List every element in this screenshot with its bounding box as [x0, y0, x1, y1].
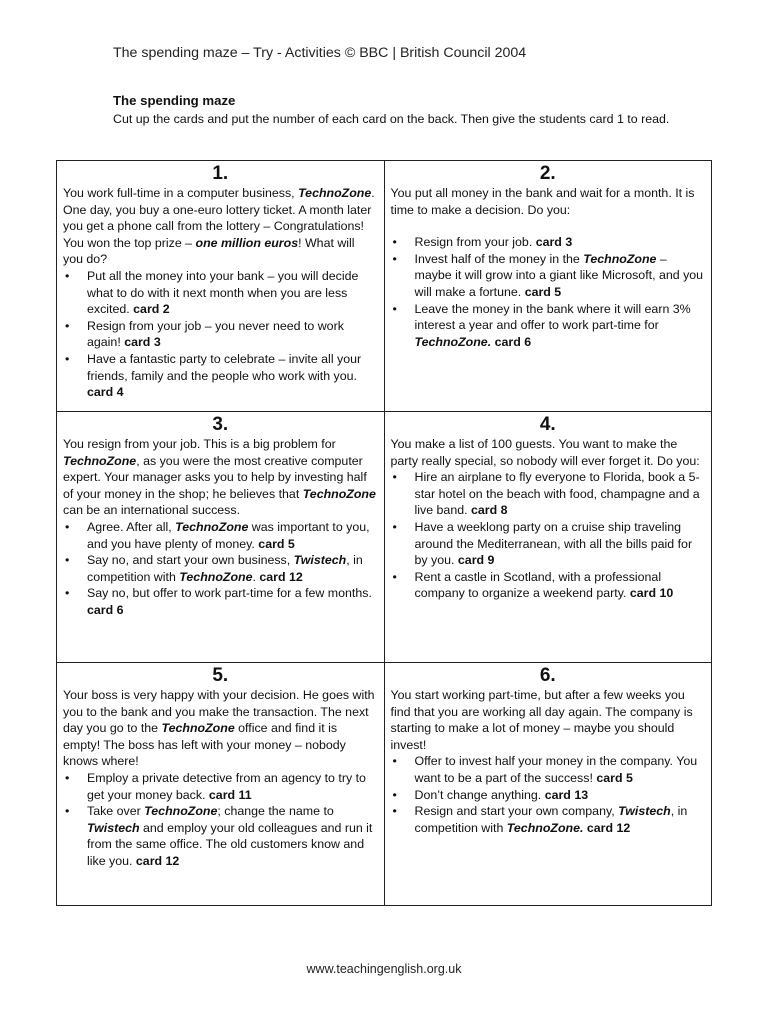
text-segment: You make a list of 100 guests. You want to make the party really special, so nobody will ever forget it. Do you:: [390, 437, 700, 468]
company-name: TechnoZone: [302, 486, 376, 501]
options-list: [63, 770, 378, 870]
text-segment: Resign from your job – you never need to work again!: [87, 318, 344, 350]
option-item: [63, 803, 378, 869]
company-name: TechnoZone.: [414, 334, 492, 349]
card-number: 5.: [212, 665, 229, 686]
text-segment: Offer to invest half your money in the company. You want to be a part of the success!: [414, 754, 698, 785]
card-reference: card 6: [494, 334, 532, 349]
option-item: [391, 469, 706, 519]
text-segment: Invest half of the money in the: [414, 251, 584, 266]
text-segment: , in competition with: [87, 553, 363, 584]
company-name: one million euros: [195, 235, 299, 250]
company-name: TechnoZone: [175, 519, 249, 534]
text-segment: You work full-time in a computer business,: [63, 186, 299, 200]
company-name: Twistech: [87, 820, 140, 835]
card-reference: card 5: [258, 536, 295, 551]
text-segment: Have a weeklong party on a cruise ship traveling around the Mediterranean, with all the bills paid for by you.: [414, 519, 693, 568]
text-segment: was important to you, and you have plenty of money.: [87, 519, 370, 551]
text-segment: You put all money in the bank and wait for a month. It is time to make a decision. Do you:: [390, 186, 695, 217]
card-intro: [63, 687, 378, 770]
text-segment: Leave the money in the bank where it will earn 3% interest a year and offer to work part-time for: [414, 301, 691, 333]
text-segment: .: [252, 569, 260, 584]
company-name: TechnoZone: [298, 186, 372, 200]
options-list: [391, 469, 706, 602]
text-segment: Agree. After all,: [87, 519, 176, 534]
card-reference: card 5: [596, 770, 633, 785]
card-reference: card 4: [87, 385, 124, 400]
card-3: [57, 412, 385, 663]
option-item: [391, 787, 706, 804]
company-name: TechnoZone: [144, 804, 218, 819]
option-item: [63, 318, 378, 351]
option-item: [391, 234, 706, 251]
company-name: TechnoZone: [161, 721, 235, 736]
card-intro: [391, 436, 706, 469]
card-reference: card 11: [208, 787, 252, 802]
card-number: 6.: [539, 665, 556, 686]
text-segment: ! What will you do?: [63, 235, 355, 267]
text-segment: You resign from your job. This is a big problem for: [63, 437, 336, 451]
text-segment: Say no, and start your own business,: [87, 553, 294, 568]
option-item: [391, 519, 706, 569]
text-segment: office and find it is empty! The boss has left with your money – nobody knows where!: [63, 721, 346, 769]
company-name: Twistech: [618, 804, 671, 819]
company-name: TechnoZone: [63, 453, 137, 468]
option-item: [63, 552, 378, 585]
text-segment: Resign from your job.: [414, 235, 536, 250]
text-segment: Don’t change anything.: [414, 787, 545, 802]
card-6: [384, 663, 712, 906]
text-segment: and employ your old colleagues and run it from the same office. The old customers know and like you.: [87, 820, 373, 868]
card-2: [384, 161, 712, 412]
card-reference: card 12: [135, 853, 180, 868]
page-header: The spending maze – Try - Activities © BBC | British Council 2004: [113, 45, 527, 61]
card-5: [57, 663, 385, 906]
card-intro: [63, 185, 378, 268]
card-reference: card 8: [470, 503, 508, 518]
text-segment: . One day, you buy a one-euro lottery ticket. A month later you get a phone call from the lottery – Congratulations! You won the top prize –: [63, 186, 375, 250]
company-name: TechnoZone: [179, 569, 253, 584]
option-item: [63, 519, 378, 552]
option-item: [63, 585, 378, 618]
card-reference: card 13: [544, 787, 589, 802]
company-name: Twistech: [293, 553, 347, 568]
card-intro: [63, 436, 378, 519]
card-4: [384, 412, 712, 663]
card-number: 2.: [539, 163, 556, 184]
option-item: [391, 803, 706, 836]
text-segment: – maybe it will grow into a giant like Microsoft, and you will make a fortune.: [414, 251, 704, 299]
option-item: [391, 251, 706, 301]
options-list: [63, 268, 378, 401]
text-segment: Say no, but offer to work part-time for a few months.: [87, 586, 372, 601]
text-segment: Employ a private detective from an agency to try to get your money back.: [87, 770, 366, 802]
option-item: [63, 268, 378, 318]
options-list: [391, 234, 706, 350]
card-number: 1.: [212, 163, 229, 184]
text-segment: Rent a castle in Scotland, with a professional company to organize a weekend party.: [414, 569, 662, 601]
instructions: Cut up the cards and put the number of each card on the back. Then give the students card 1 to read.: [113, 112, 670, 126]
text-segment: Resign and start your own company,: [414, 804, 619, 819]
options-list: [391, 753, 706, 836]
text-segment: Hire an airplane to fly everyone to Florida, book a 5-star hotel on the beach with food, champagne and a live band.: [414, 470, 700, 518]
card-number: 4.: [539, 414, 556, 435]
text-segment: , in competition with: [414, 804, 688, 835]
card-reference: card 9: [457, 553, 495, 568]
option-item: [63, 351, 378, 401]
options-list: [63, 519, 378, 619]
text-segment: , as you were the most creative computer expert. Your manager asks you to help by investing half of your money in the shop; he believes that: [63, 453, 367, 501]
text-segment: Put all the money into your bank – you will decide what to do with it next month when you are less excited.: [87, 268, 359, 317]
option-item: [391, 569, 706, 602]
card-reference: card 6: [87, 602, 124, 617]
card-reference: card 2: [133, 302, 170, 317]
company-name: TechnoZone: [583, 251, 657, 266]
card-reference: card 3: [124, 335, 161, 350]
card-number: 3.: [212, 414, 229, 435]
card-reference: card 12: [586, 820, 631, 835]
text-segment: Your boss is very happy with your decision. He goes with you to the bank and you make the transaction. The next day you go to the: [63, 688, 375, 736]
text-segment: You start working part-time, but after a few weeks you find that you are working all day again. The company is starting to make a lot of money – maybe you should invest!: [390, 688, 693, 752]
card-1: [57, 161, 385, 412]
card-intro: [391, 185, 706, 218]
footer-url: www.teachingenglish.org.uk: [306, 962, 462, 976]
card-reference: card 12: [259, 569, 303, 584]
option-item: [63, 770, 378, 803]
text-segment: Have a fantastic party to celebrate – invite all your friends, family and the people who work with you.: [87, 351, 362, 383]
text-segment: Take over: [87, 804, 145, 819]
page-title: The spending maze: [113, 93, 236, 108]
card-intro: [391, 687, 706, 753]
card-reference: card 3: [535, 235, 573, 250]
company-name: TechnoZone.: [506, 820, 584, 835]
cards-table: [56, 160, 712, 906]
card-reference: card 5: [524, 284, 562, 299]
option-item: [391, 753, 706, 786]
text-segment: ; change the name to: [217, 804, 334, 819]
card-reference: card 10: [629, 586, 674, 601]
text-segment: can be an international success.: [63, 503, 241, 518]
option-item: [391, 301, 706, 351]
